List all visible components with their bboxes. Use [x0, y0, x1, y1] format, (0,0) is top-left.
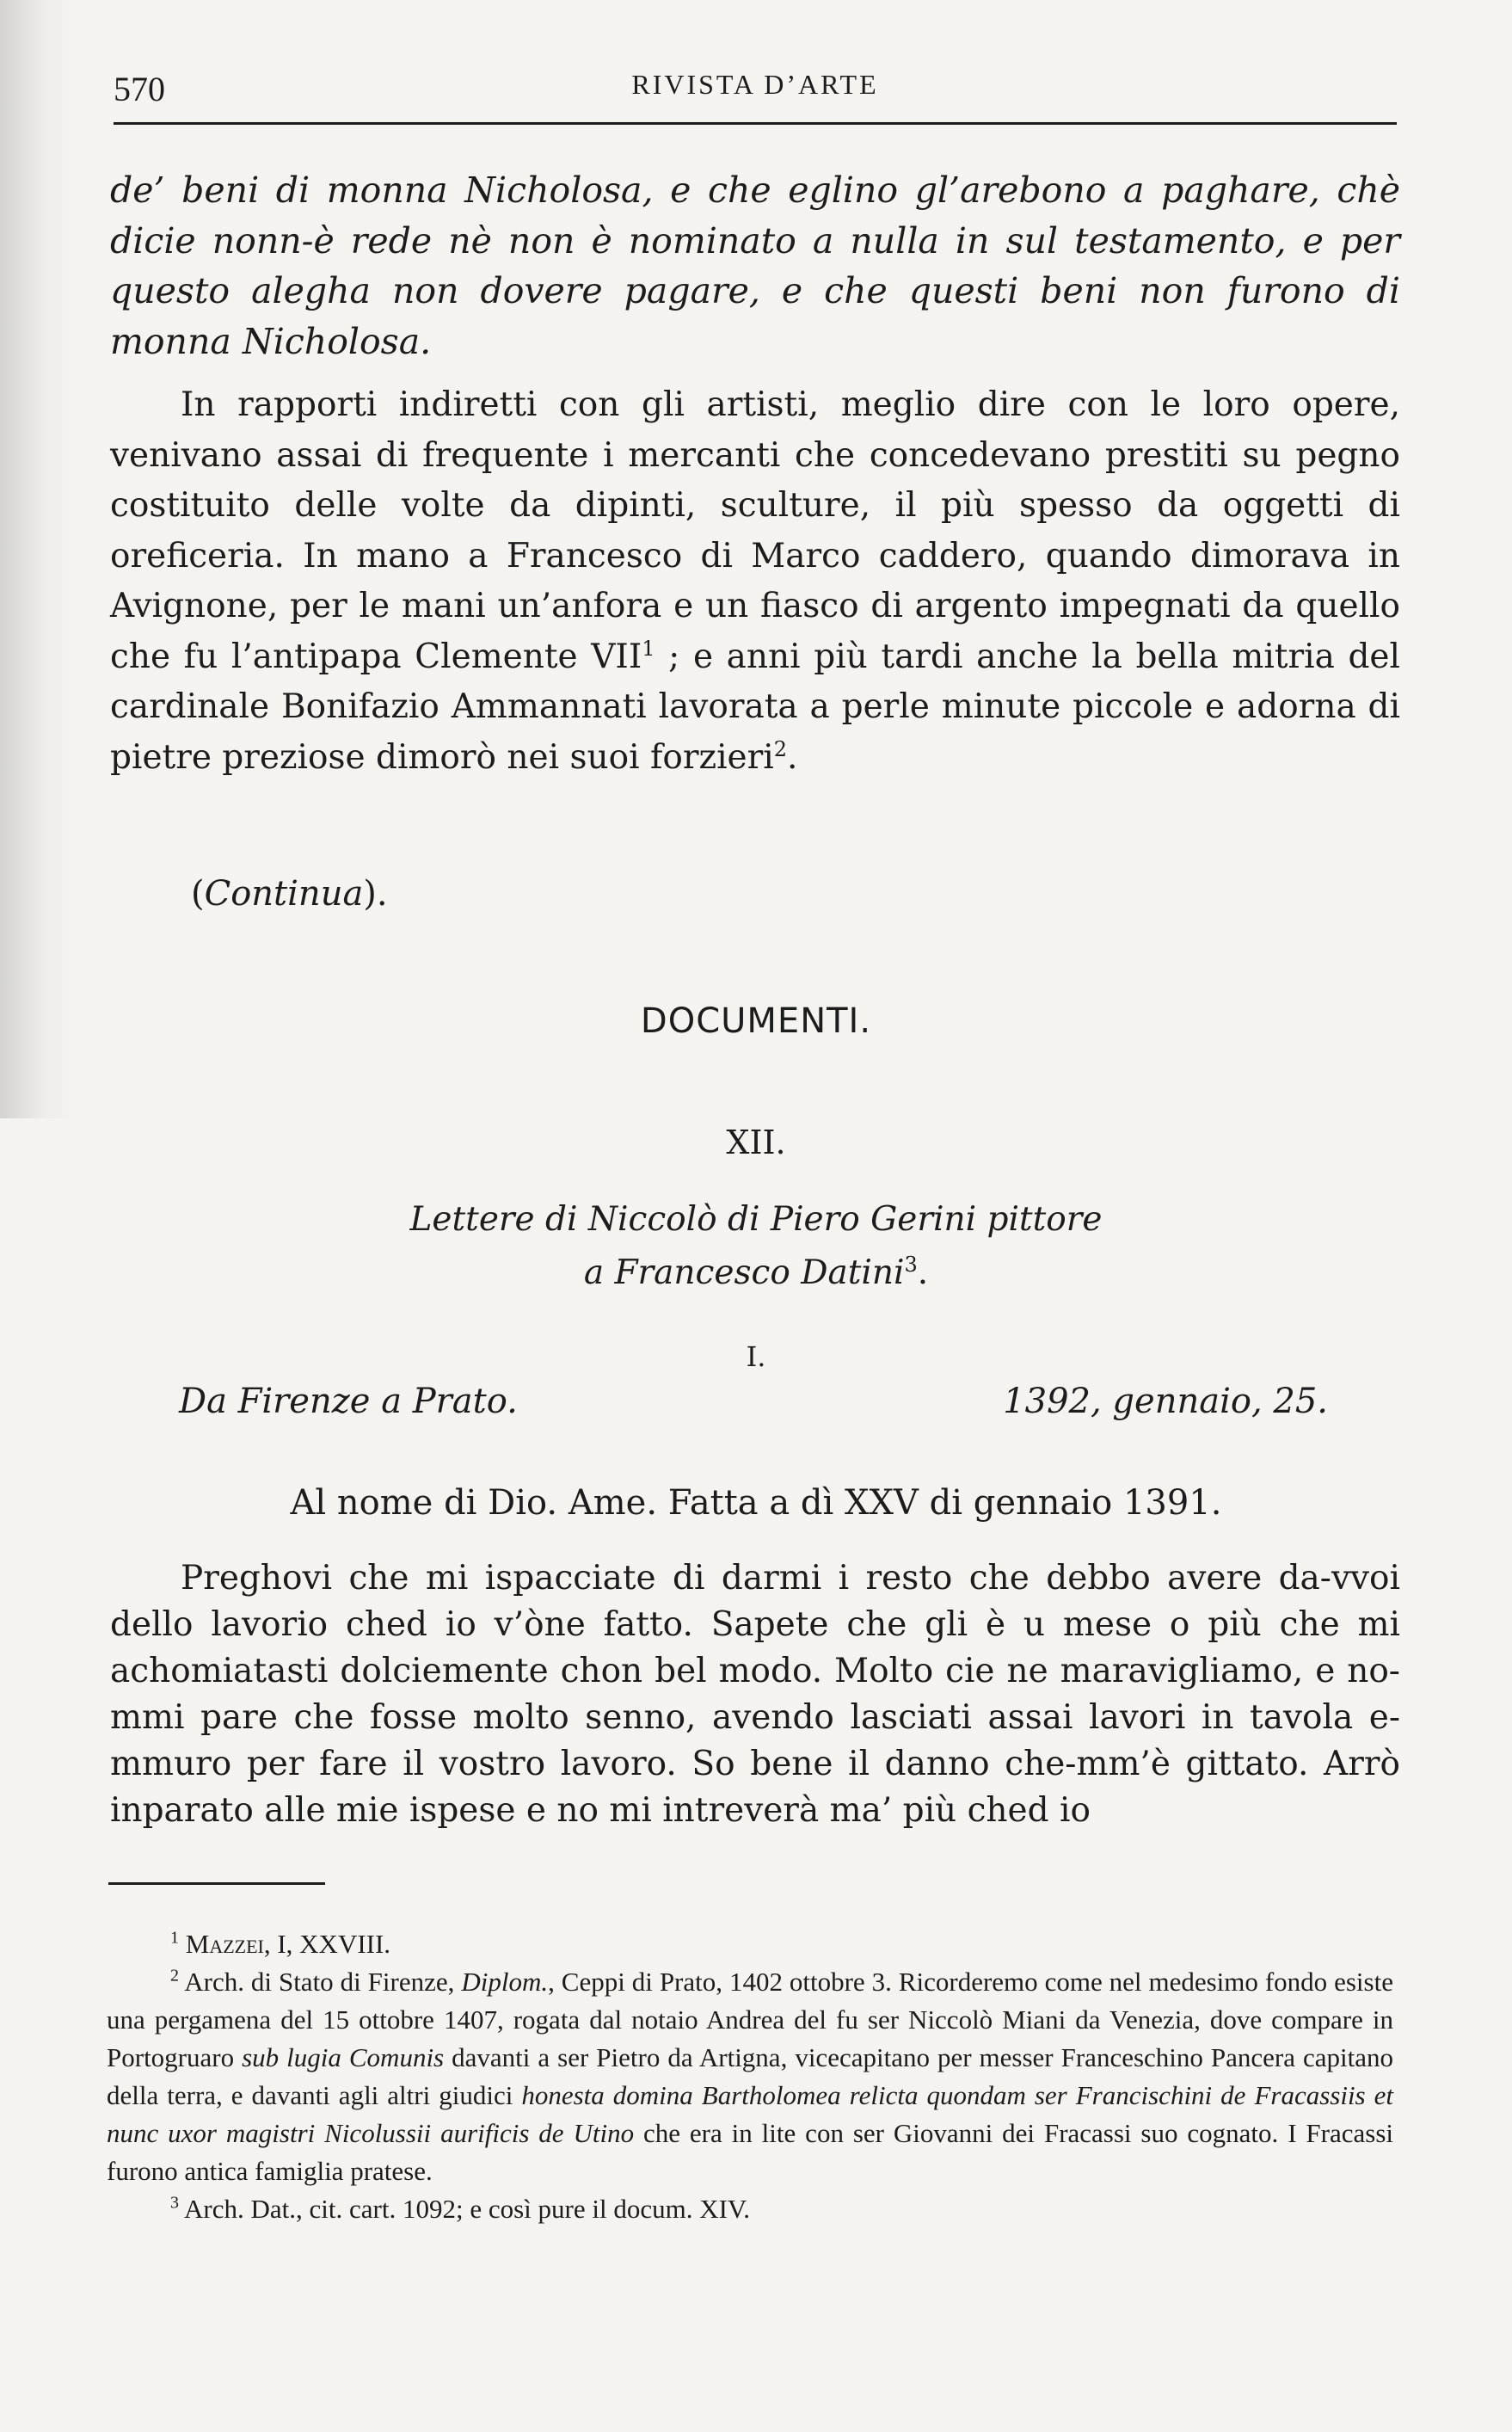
scan-edge-shading — [0, 0, 77, 1118]
main-paragraph-part-1: In rapporti indiretti con gli artisti, meglio dire con le loro opere, venivano assai di frequente i mercanti che concedevano prestiti su pegno costituito delle volte da dipinti, sculture, il più spesso da oggetti di oreficeria. In mano a Francesco di Marco caddero, quando dimorava in Avignone, per le mani un’anfora e un fiasco di argento impegnati da quello che fu l’antipapa Clemente VII — [110, 385, 1400, 676]
continua-note — [191, 874, 388, 914]
document-title — [0, 1193, 1512, 1300]
running-title: RIVISTA D’ARTE — [631, 69, 879, 100]
footnote-ref-2: 2 — [773, 736, 788, 761]
continua-close: ). — [363, 874, 388, 914]
footnote-2-part-4: che era in lite con ser Giovanni dei Fracassi suo cognato. I Fracassi furono antica famiglia pratese. — [107, 2118, 1393, 2186]
document-title-line-2-text: a Francesco Datini — [583, 1253, 905, 1292]
document-number: XII. — [726, 1124, 786, 1161]
footnote-2 — [107, 1963, 1393, 2190]
italic-passage-text: de’ beni di monna Nicholosa, e che eglino gl’arebono a paghare, chè dicie nonn-è rede nè non è nominato a nulla in sul testamento, e per questo alegha non dovere pagare, e che questi beni non furono di monna Nicholosa. — [110, 169, 1400, 362]
header-rule — [114, 122, 1397, 125]
footnote-ref-3: 3 — [904, 1253, 918, 1277]
main-paragraph-end: . — [787, 737, 798, 777]
document-title-end: . — [917, 1253, 929, 1292]
footnote-2-part-3: davanti a ser Pietro da Artigna, vicecapitano per messer Franceschino Pancera capitano della terra, e davanti agli altri giudici — [107, 2042, 1393, 2110]
footnote-2-italic-3: honesta domina Bartholomea relicta quondam ser Francischini de Fracassiis et nunc uxor magistri Nicolussii aurificis de Utino — [107, 2080, 1393, 2148]
page-number: 570 — [114, 70, 165, 108]
footnote-2-mark: 2 — [170, 1966, 179, 1986]
letter-date: 1392, gennaio, 25. — [1003, 1382, 1328, 1421]
document-title-line-1: Lettere di Niccolò di Piero Gerini pittore — [409, 1200, 1103, 1239]
letter-salutation: Al nome di Dio. Ame. Fatta a dì XXV di gennaio 1391. — [290, 1483, 1222, 1523]
italic-quoted-passage — [110, 165, 1400, 366]
page-header — [114, 64, 1397, 124]
footnote-3-mark: 3 — [170, 2193, 179, 2213]
continua-word: Continua — [204, 874, 364, 914]
footnote-1-rest: , I, XXVIII. — [263, 1929, 391, 1959]
main-paragraph-text — [110, 380, 1400, 783]
footnote-2-italic-1: Diplom. — [461, 1967, 549, 1997]
document-title-line-2 — [0, 1247, 1512, 1300]
letter-body — [110, 1555, 1400, 1834]
footnote-2-part-2: , Ceppi di Prato, 1402 ottobre 3. Ricorderemo come nel medesimo fondo esiste una pergamena del 15 ottobre 1407, rogata dal notaio Andrea del fu ser Niccolò Miani da Venezia, dove compare in Portogruaro — [107, 1967, 1393, 2072]
letter-body-text: Preghovi che mi ispacciate di darmi i resto che debbo avere da-vvoi dello lavorio ched io v’òne fatto. Sapete che gli è u mese o più che mi achomiatasti dolciemente chon bel modo. Molto cie ne maravigliamo, e no-mmi pare che fosse molto senno, avendo lasciati assai lavori in tavola e-mmuro per fare il vostro lavoro. So bene il danno che-mm’è gittato. Arrò inparato alle mie ispese e no mi intreverà ma’ più ched io — [110, 1559, 1400, 1830]
footnote-3 — [107, 2190, 1393, 2228]
letter-place: Da Firenze a Prato. — [179, 1382, 518, 1421]
footnote-rule — [108, 1882, 325, 1885]
footnote-1-mark: 1 — [170, 1928, 179, 1948]
footnote-1-author: Mazzei — [185, 1929, 264, 1959]
letter-place-date — [179, 1382, 1328, 1421]
footnote-3-text: Arch. Dat., cit. cart. 1092; e così pure il docum. XIV. — [184, 2194, 751, 2224]
footnote-2-part-1: Arch. di Stato di Firenze, — [184, 1967, 462, 1997]
footnote-1 — [107, 1925, 1393, 1963]
footnote-ref-1: 1 — [642, 636, 655, 661]
main-paragraph — [110, 380, 1400, 783]
footnotes — [107, 1925, 1393, 2228]
main-paragraph-part-2: ; e anni più tardi anche la bella mitria del cardinale Bonifazio Ammannati lavorata a perle minute piccole e adorna di pietre preziose dimorò nei suoi forzieri — [110, 637, 1400, 777]
continua-open: ( — [191, 874, 205, 914]
documents-heading: DOCUMENTI. — [640, 1001, 872, 1041]
footnote-2-italic-2: sub lugia Comunis — [242, 2042, 445, 2072]
letter-number: I. — [746, 1340, 766, 1373]
